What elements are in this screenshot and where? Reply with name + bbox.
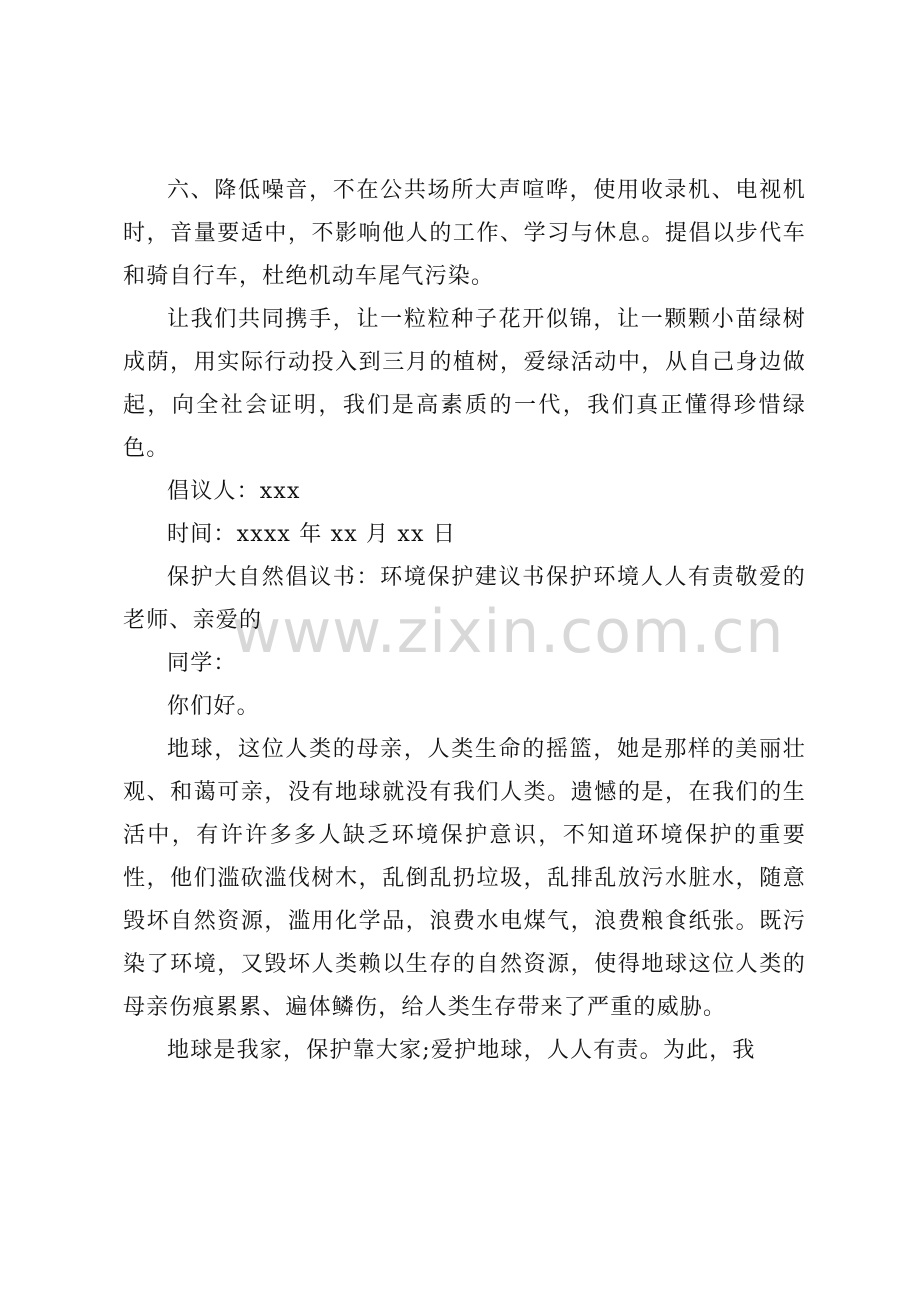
watermark: www.zixin.com.cn [232,597,785,667]
paragraph-hello: 你们好。 [167,694,260,719]
paragraph-noise-reduction: 六、降低噪音，不在公共场所大声喧哗，使用收录机、电视机时，音量要适中，不影响他人的工作、学习与休息。提倡以步代车和骑自行车，杜绝机动车尾气污染。 [123,178,806,289]
paragraph-call-to-action: 让我们共同携手，让一粒粒种子花开似锦，让一颗颗小苗绿树成荫，用实际行动投入到三月的植树，爱绿活动中，从自己身边做起，向全社会证明，我们是高素质的一代，我们真正懂得珍惜绿色。 [123,307,806,461]
document-body [123,169,806,1072]
paragraph-earth-home: 地球是我家，保护靠大家;爱护地球，人人有责。为此，我 [167,1038,756,1063]
paragraph-greeting-students: 同学： [167,651,237,676]
paragraph-new-title: 保护大自然倡议书：环境保护建议书保护环境人人有责敬爱的老师、亲爱的 [123,565,806,633]
paragraph-proposer: 倡议人：xxx [167,479,301,504]
paragraph-earth-mother: 地球，这位人类的母亲，人类生命的摇篮，她是那样的美丽壮观、和蔼可亲，没有地球就没有我们人类。遗憾的是，在我们的生活中，有许许多多人缺乏环境保护意识，不知道环境保护的重要性，他们滥砍滥伐树木，乱倒乱扔垃圾，乱排乱放污水脏水，随意毁坏自然资源，滥用化学品，浪费水电煤气，浪费粮食纸张。既污染了环境，又毁坏人类赖以生存的自然资源，使得地球这位人类的母亲伤痕累累、遍体鳞伤，给人类生存带来了严重的威胁。 [123,737,806,1020]
paragraph-date: 时间：xxxx 年 xx 月 xx 日 [167,522,457,547]
